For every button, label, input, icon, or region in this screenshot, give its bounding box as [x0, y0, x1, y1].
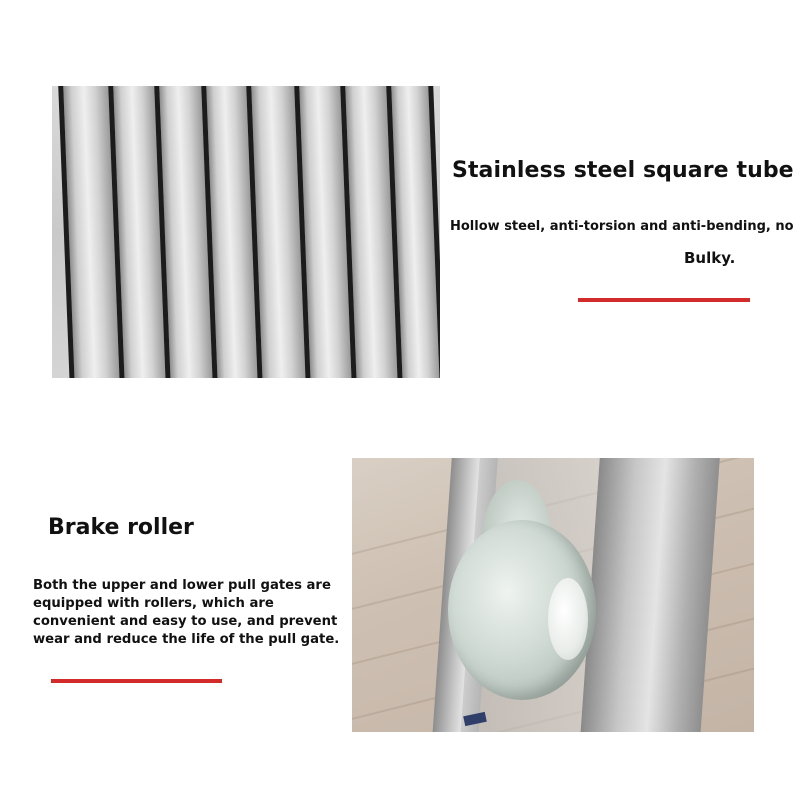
tube-section-title: Stainless steel square tube: [452, 158, 794, 183]
roller-description-line: wear and reduce the life of the pull gate.: [33, 632, 340, 647]
roller-section-title: Brake roller: [48, 515, 194, 540]
roller-accent-divider: [51, 679, 222, 683]
steel-tube-photo: [52, 86, 440, 378]
tube-accent-divider: [578, 298, 750, 302]
roller-hub: [548, 578, 588, 660]
roller-description-line: convenient and easy to use, and prevent: [33, 614, 338, 629]
steel-bar-right: [580, 458, 721, 732]
roller-description-line: equipped with rollers, which are: [33, 596, 274, 611]
roller-description: [33, 577, 353, 649]
tube-description-line-1: Hollow steel, anti-torsion and anti-bending, no: [450, 219, 794, 234]
roller-description-line: Both the upper and lower pull gates are: [33, 578, 331, 593]
brake-roller-photo: [352, 458, 754, 732]
tube-description-line-2: Bulky.: [684, 249, 736, 267]
